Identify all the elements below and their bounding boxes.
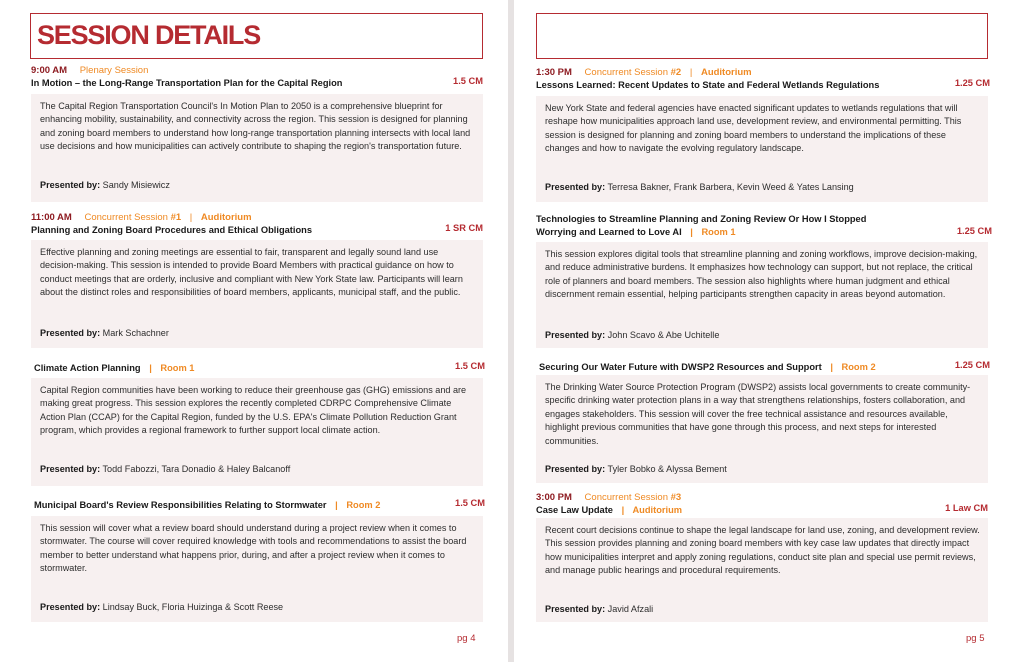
presented-by-label: Presented by: [40, 328, 101, 338]
session-location: Auditorium [200, 212, 252, 223]
session-heading-row [536, 504, 990, 517]
session-description: This session will cover what a review board should understand during a project review when it comes to stormwater. The course will cover required knowledge with tools and recommendations to assist the board member to better understand what happens prior, during, and after a project review when it comes to stormwater. [40, 523, 467, 574]
session-block [34, 362, 485, 375]
presented-by-label: Presented by: [40, 602, 101, 612]
left-page [0, 0, 508, 662]
session-description: Capital Region communities have been working to reduce their greenhouse gas (GHG) emissions and are making great progress. This session explores the recently completed CDRPC Comprehensive Climate Action Plan (CCAP) for the Capital Region, funded by the U.S. EPA's Climate Pollution Reduction Grant program, which provides a regional framework to further support local climate action. [40, 385, 467, 436]
session-heading-row [34, 499, 485, 512]
session-time-line [31, 65, 485, 76]
session-description: New York State and federal agencies have enacted significant updates to wetlands regulations that will reshape how municipalities approach land use, development review, and environmental permitting. This session is designed for planning and zoning board members to understand the implications of these changes and how to navigate the evolving regulatory landscape. [545, 103, 962, 154]
right-page [514, 0, 1024, 662]
session-time-line [536, 67, 990, 78]
session-block [536, 213, 992, 238]
session-kind: Concurrent Session [584, 67, 668, 78]
session-heading-line2 [536, 226, 992, 239]
session-location: Room 2 [346, 500, 381, 510]
credit-badge: 1.5 CM [455, 361, 485, 371]
session-time: 3:00 PM [536, 492, 572, 503]
session-description-box [536, 242, 988, 348]
session-number: #3 [670, 492, 682, 503]
page-title: SESSION DETAILS [37, 20, 261, 50]
separator: | [689, 67, 693, 78]
session-location: Room 1 [160, 363, 195, 373]
session-kind: Concurrent Session [84, 212, 168, 223]
session-block [536, 67, 990, 92]
session-description: Recent court decisions continue to shape the legal landscape for land use, zoning, and development review. This session provides planning and zoning board members with key case law updates that directly impact how municipalities interpret and apply zoning regulations, conduct site plan and special use permit reviews, and manage public hearings and procedural requirements. [545, 525, 980, 576]
session-heading-row [536, 79, 990, 92]
session-location: Auditorium [700, 67, 752, 78]
session-time-line [536, 492, 990, 503]
session-heading-row [536, 213, 992, 238]
session-block [539, 361, 990, 374]
session-description-box [31, 516, 483, 622]
presenters-line [545, 330, 719, 340]
credit-badge: 1 Law CM [945, 503, 988, 513]
session-heading: Lessons Learned: Recent Updates to State and Federal Wetlands Regulations [536, 80, 880, 90]
presented-by-label: Presented by: [40, 464, 101, 474]
separator: | [621, 505, 625, 515]
session-heading: Planning and Zoning Board Procedures and Ethical Obligations [31, 225, 312, 235]
presenters-line [545, 604, 653, 614]
presented-by-label: Presented by: [545, 464, 606, 474]
session-description-box [536, 375, 988, 483]
page-number: pg 5 [966, 633, 985, 644]
credit-badge: 1 SR CM [445, 223, 483, 233]
presenter-names: Todd Fabozzi, Tara Donadio & Haley Balcanoff [102, 464, 291, 474]
session-block [536, 492, 990, 517]
separator: | [690, 226, 693, 237]
session-kind: Plenary Session [79, 65, 149, 76]
credit-badge: 1.25 CM [956, 226, 992, 236]
separator: | [335, 500, 338, 510]
session-heading: Securing Our Water Future with DWSP2 Resources and Support [539, 362, 822, 372]
session-time-line [31, 212, 485, 223]
page-number: pg 4 [457, 633, 476, 644]
session-kind: Concurrent Session [584, 492, 668, 503]
session-description-box [31, 94, 483, 202]
session-block [31, 212, 485, 237]
presenters-line [545, 464, 727, 474]
session-location: Auditorium [632, 505, 683, 515]
session-heading-row [34, 362, 485, 375]
presented-by-label: Presented by: [545, 604, 606, 614]
presenters-line [545, 182, 854, 192]
session-description: This session explores digital tools that streamline planning and zoning workflows, improve decision-making, and reduce administrative burdens. It emphasizes how technology can support, but not replace, the critical role of planners and board members. The session also highlights where human judgment and ethical discernment remain essential, helping participants strengthen capacity in areas beyond automation. [545, 249, 978, 300]
presented-by-label: Presented by: [545, 330, 606, 340]
session-heading-row [31, 77, 485, 90]
session-description-box [31, 240, 483, 348]
session-description-box [536, 518, 988, 622]
session-description: The Drinking Water Source Protection Program (DWSP2) assists local governments to create community-specific drinking water protection plans in a way that strengthens relationships, fosters collaboration, and engages stakeholders. This session will cover the free technical assistance and resources available, highlight previous communities that have gone through this process, and next steps for interested communities. [545, 382, 971, 446]
presenter-names: Terresa Bakner, Frank Barbera, Kevin Weed & Yates Lansing [607, 182, 854, 192]
session-location: Room 1 [701, 226, 736, 237]
separator: | [830, 362, 833, 372]
session-heading: In Motion – the Long-Range Transportation Plan for the Capital Region [31, 78, 343, 88]
presenters-line [40, 180, 170, 190]
session-heading: Municipal Board's Review Responsibilities Relating to Stormwater [34, 500, 327, 510]
session-description-box [536, 96, 988, 202]
session-description-box [31, 378, 483, 486]
credit-badge: 1.5 CM [455, 498, 485, 508]
session-time: 11:00 AM [31, 212, 72, 223]
title-box [30, 13, 483, 59]
title-box [536, 13, 988, 59]
presenter-names: Sandy Misiewicz [102, 180, 170, 190]
session-description: The Capital Region Transportation Council's In Motion Plan to 2050 is a comprehensive blueprint for enhancing mobility, sustainability, and connectivity across the region. This session is designed for planning and zoning board members to understand how long-range transportation planning intersects with local land use decisions and how municipalities can actively contribute to shaping the region's transportation future. [40, 101, 471, 152]
session-time: 1:30 PM [536, 67, 572, 78]
credit-badge: 1.5 CM [453, 76, 483, 86]
presenters-line [40, 328, 169, 338]
presenter-names: Javid Afzali [607, 604, 654, 614]
separator: | [189, 212, 193, 223]
presenter-names: Mark Schachner [102, 328, 169, 338]
session-block [34, 499, 485, 512]
presented-by-label: Presented by: [545, 182, 606, 192]
credit-badge: 1.25 CM [954, 360, 990, 370]
presenter-names: John Scavo & Abe Uchitelle [607, 330, 720, 340]
presented-by-label: Presented by: [40, 180, 101, 190]
session-heading: Case Law Update [536, 505, 613, 515]
session-heading-row [31, 224, 485, 237]
session-number: #1 [170, 212, 182, 223]
presenters-line [40, 464, 290, 474]
session-block [31, 65, 485, 90]
presenter-names: Tyler Bobko & Alyssa Bement [607, 464, 727, 474]
session-description: Effective planning and zoning meetings are essential to fair, transparent and legally sound land use decision-making. This session is intended to provide Board Members with practical guidance on how to conduct meetings that are orderly, inclusive and compliant with New York State law. Participants will learn about the distinct roles and responsibilities of board members, applicants, municipal staff, and the public. [40, 247, 463, 298]
session-number: #2 [670, 67, 682, 78]
credit-badge: 1.25 CM [954, 78, 990, 88]
presenter-names: Lindsay Buck, Floria Huizinga & Scott Reese [102, 602, 284, 612]
session-time: 9:00 AM [31, 65, 68, 76]
session-heading-row [539, 361, 990, 374]
session-location: Room 2 [841, 362, 876, 372]
session-heading: Technologies to Streamline Planning and Zoning Review Or How I Stopped [536, 214, 867, 224]
separator: | [149, 363, 152, 373]
session-heading: Climate Action Planning [34, 363, 141, 373]
session-heading-continued: Worrying and Learned to Love AI [536, 226, 682, 237]
presenters-line [40, 602, 283, 612]
